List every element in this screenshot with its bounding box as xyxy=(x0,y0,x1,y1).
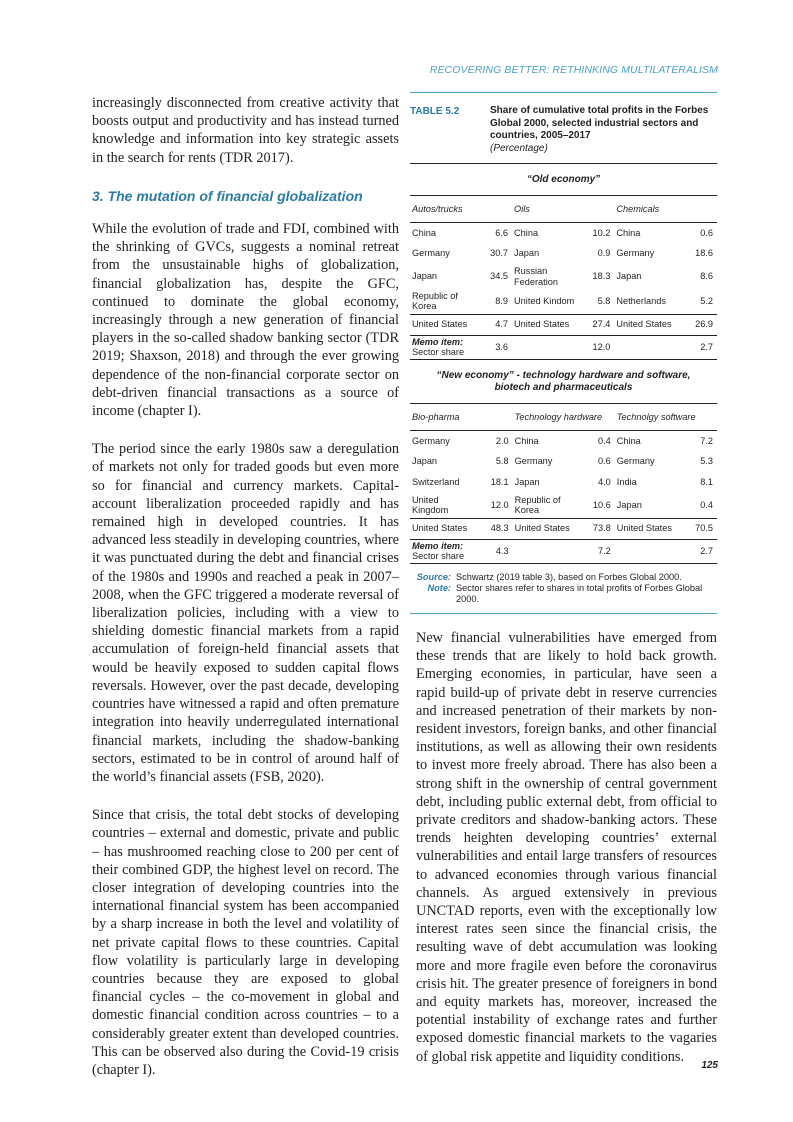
table-5-2 xyxy=(410,92,717,614)
country-cell: China xyxy=(410,222,475,243)
value-cell: 5.2 xyxy=(700,296,713,306)
memo-value: 2.7 xyxy=(680,335,717,359)
table-row xyxy=(410,289,717,314)
value-cell: 8.1 xyxy=(700,477,713,488)
country-cell: United States xyxy=(410,518,475,539)
table-row xyxy=(410,518,717,539)
section-heading: 3. The mutation of financial globalization xyxy=(92,187,363,204)
value-cell: 2.0 xyxy=(475,430,512,451)
memo-label: Memo item: xyxy=(412,336,464,347)
country-cell: Germany xyxy=(616,248,655,259)
table-title: Share of cumulative total profits in the Forbes Global 2000, selected industrial sectors and countries, 2005–2017 xyxy=(490,105,709,141)
country-cell: United States xyxy=(615,518,680,539)
memo-value: 3.6 xyxy=(475,335,512,359)
memo-cell xyxy=(410,539,475,563)
country-cell: Russian Federation xyxy=(514,266,558,287)
memo-name: Sector share xyxy=(412,347,465,358)
country-cell: United States xyxy=(410,314,475,335)
note-text: Sector shares refer to shares in total profits of Forbes Global 2000. xyxy=(456,583,703,604)
country-cell: Republic of Korea xyxy=(412,290,458,312)
left-paragraph-1: increasingly disconnected from creative activity that boosts output and productivity and has instead turned knowledge and information into key strategic assets in the search for rents (TDR 2017). xyxy=(92,95,399,166)
value-cell: 0.6 xyxy=(598,456,611,467)
value-cell: 26.9 xyxy=(680,314,717,335)
table-row xyxy=(410,222,717,243)
country-cell: Germany xyxy=(616,456,655,467)
value-cell: 10.6 xyxy=(592,500,611,510)
running-head: RECOVERING BETTER: RETHINKING MULTILATERALISM xyxy=(429,64,718,76)
country-cell: Germany xyxy=(514,456,553,467)
value-cell: 10.2 xyxy=(577,222,614,243)
country-cell: United States xyxy=(513,518,578,539)
value-cell: 0.9 xyxy=(597,248,611,259)
table-row xyxy=(410,472,717,493)
column-header: Oils xyxy=(514,203,530,214)
country-cell: India xyxy=(616,477,637,488)
value-cell: 70.5 xyxy=(680,518,717,539)
note-label: Note: xyxy=(427,583,451,593)
empty-cell xyxy=(513,539,578,563)
memo-value: 7.2 xyxy=(577,539,614,563)
country-cell: Japan xyxy=(514,248,540,259)
page-number: 125 xyxy=(701,1060,718,1071)
table-row xyxy=(410,493,717,518)
country-cell: Japan xyxy=(412,271,438,282)
value-cell: 48.3 xyxy=(475,518,512,539)
left-column xyxy=(92,94,399,1079)
value-cell: 34.5 xyxy=(490,271,509,282)
value-cell: 18.6 xyxy=(695,248,713,259)
country-cell: United States xyxy=(614,314,679,335)
value-cell: 0.4 xyxy=(700,500,713,510)
country-cell: Republic of Korea xyxy=(514,494,561,516)
value-cell: 18.3 xyxy=(592,271,611,282)
value-cell: 8.9 xyxy=(495,296,509,306)
table-row xyxy=(410,243,717,264)
left-paragraph-2: While the evolution of trade and FDI, combined with the shrinking of GVCs, suggests a nominal retreat from the unsustainable highs of globalization, financial globalization has, despite the GFC, continued to dominate the global economy, increasingly through a new generation of financial players in the so-called shadow banking sector (TDR 2019; Shaxson, 2018) and through the ever growing dependence of the non-financial corporate sector on debt-driven financial transactions as a source of income (chapter I). xyxy=(92,221,399,420)
country-cell: China xyxy=(614,222,679,243)
value-cell: 0.4 xyxy=(577,430,614,451)
country-cell: Japan xyxy=(616,500,642,510)
source-label: Source: xyxy=(416,572,451,582)
value-cell: 5.8 xyxy=(597,296,611,306)
right-column xyxy=(416,629,717,1066)
country-cell: Japan xyxy=(412,456,438,467)
memo-value: 4.3 xyxy=(475,539,512,563)
memo-value: 2.7 xyxy=(680,539,717,563)
empty-cell xyxy=(512,335,577,359)
source-text: Schwartz (2019 table 3), based on Forbes Global 2000. xyxy=(456,572,682,582)
value-cell: 27.4 xyxy=(577,314,614,335)
table-subtitle: (Percentage) xyxy=(490,142,548,154)
country-cell: Netherlands xyxy=(616,296,666,306)
value-cell: 12.0 xyxy=(490,500,509,510)
column-header: Autos/trucks xyxy=(412,203,463,214)
new-economy-table xyxy=(410,404,717,563)
empty-cell xyxy=(615,539,680,563)
value-cell: 8.6 xyxy=(700,271,713,282)
value-cell: 7.2 xyxy=(680,430,717,451)
country-cell: Japan xyxy=(616,271,642,282)
country-cell: Japan xyxy=(514,477,540,488)
table-row xyxy=(410,264,717,289)
table-row xyxy=(410,430,717,451)
left-paragraph-4: Since that crisis, the total debt stocks of developing countries – external and domestic, private and public – has mushroomed reaching close to 200 per cent of their combined GDP, the highest level on record. The closer integration of developing countries into the international financial system has been accompanied by a sharp increase in both the level and volatility of net private capital flows to these countries. Capital flow volatility is particularly large in developing countries because they are exposed to global financial cycles – the co-movement in global and domestic financial condition across countries – to a considerably greater extent than developed countries. This can be observed also during the Covid-19 crisis (chapter I). xyxy=(92,807,399,1078)
value-cell: 5.3 xyxy=(700,456,713,467)
column-header: Technology hardware xyxy=(514,411,603,422)
column-header: Chemicals xyxy=(616,203,660,214)
country-cell: China xyxy=(512,222,577,243)
value-cell: 73.8 xyxy=(577,518,614,539)
right-paragraph-1: New financial vulnerabilities have emerged from these trends that are likely to hold back growth. Emerging economies, in particular, have seen a rapid build-up of private debt in reserve currencies and increased penetration of their markets by non-resident investors, foreign banks, and other financial institutions, as well as allowing their own residents to invest more freely abroad. There has also been a strong shift in the ownership of central government debt, including public external debt, from official to private creditors and shadow-banking actors. These trends heighten developing countries’ external vulnerabilities and entail large transfers of resources to advanced economies through various financial channels. As argued extensively in previous UNCTAD reports, even with the exceptionally low interest rates seen since the financial crisis, the resulting wave of debt accumulation was looking more and more fragile even before the coronavirus crisis hit. The greater presence of foreigners in bond and equity markets has, moreover, increased the potential instability of exchange rates and further exposed domestic financial markets to the vagaries of global risk appetite and liquidity conditions. xyxy=(416,630,717,1065)
value-cell: 18.1 xyxy=(490,477,509,488)
left-paragraph-3: The period since the early 1980s saw a deregulation of markets not only for traded goods but even more so for financial and currency markets. Capital-account liberalization proceeded rapidly and has remained high in developed countries. It has advanced less steadily in developing countries, where it was punctuated during the debt and financial crises of the 1980s and 1990s and reached a peak in 2007–2008, when the GFC triggered a moderate reversal of liberalization policies, including with a view to shielding domestic financial markets from a rapid accumulation of foreign-held financial assets that would be heavily exposed to sudden capital flows reversals. However, over the past decade, developing countries have witnessed a rapid and often premature integration into heavily underregulated international financial markets, including the shadow-banking sectors, estimated to be in control of around half of the world’s financial assets (FSB, 2020). xyxy=(92,441,399,785)
value-cell: 6.6 xyxy=(475,222,512,243)
country-cell: Switzerland xyxy=(412,477,460,488)
country-cell: United States xyxy=(512,314,577,335)
table-row xyxy=(410,451,717,472)
empty-cell xyxy=(614,335,679,359)
new-economy-heading: “New economy” - technology hardware and software, biotech and pharmaceuticals xyxy=(436,370,691,393)
column-header: Technolgy software xyxy=(616,411,696,422)
table-label: TABLE 5.2 xyxy=(410,106,460,117)
memo-name: Sector share xyxy=(412,551,465,562)
country-cell: Germany xyxy=(412,248,450,259)
country-cell: United Kindom xyxy=(514,296,575,306)
column-header: Bio-pharma xyxy=(412,411,460,422)
country-cell: United Kingdom xyxy=(412,494,449,516)
value-cell: 4.0 xyxy=(598,477,611,488)
value-cell: 5.8 xyxy=(495,456,509,467)
table-row xyxy=(410,314,717,335)
country-cell: China xyxy=(513,430,578,451)
memo-value: 12.0 xyxy=(577,335,614,359)
value-cell: 30.7 xyxy=(490,248,509,259)
table-notes xyxy=(410,564,717,613)
old-economy-heading: “Old economy” xyxy=(526,174,601,185)
table-title-block xyxy=(410,93,717,163)
value-cell: 0.6 xyxy=(680,222,717,243)
value-cell: 4.7 xyxy=(475,314,512,335)
old-economy-table xyxy=(410,196,717,359)
memo-label: Memo item: xyxy=(412,540,464,551)
memo-cell xyxy=(410,335,475,359)
country-cell: Germany xyxy=(410,430,475,451)
country-cell: China xyxy=(615,430,680,451)
